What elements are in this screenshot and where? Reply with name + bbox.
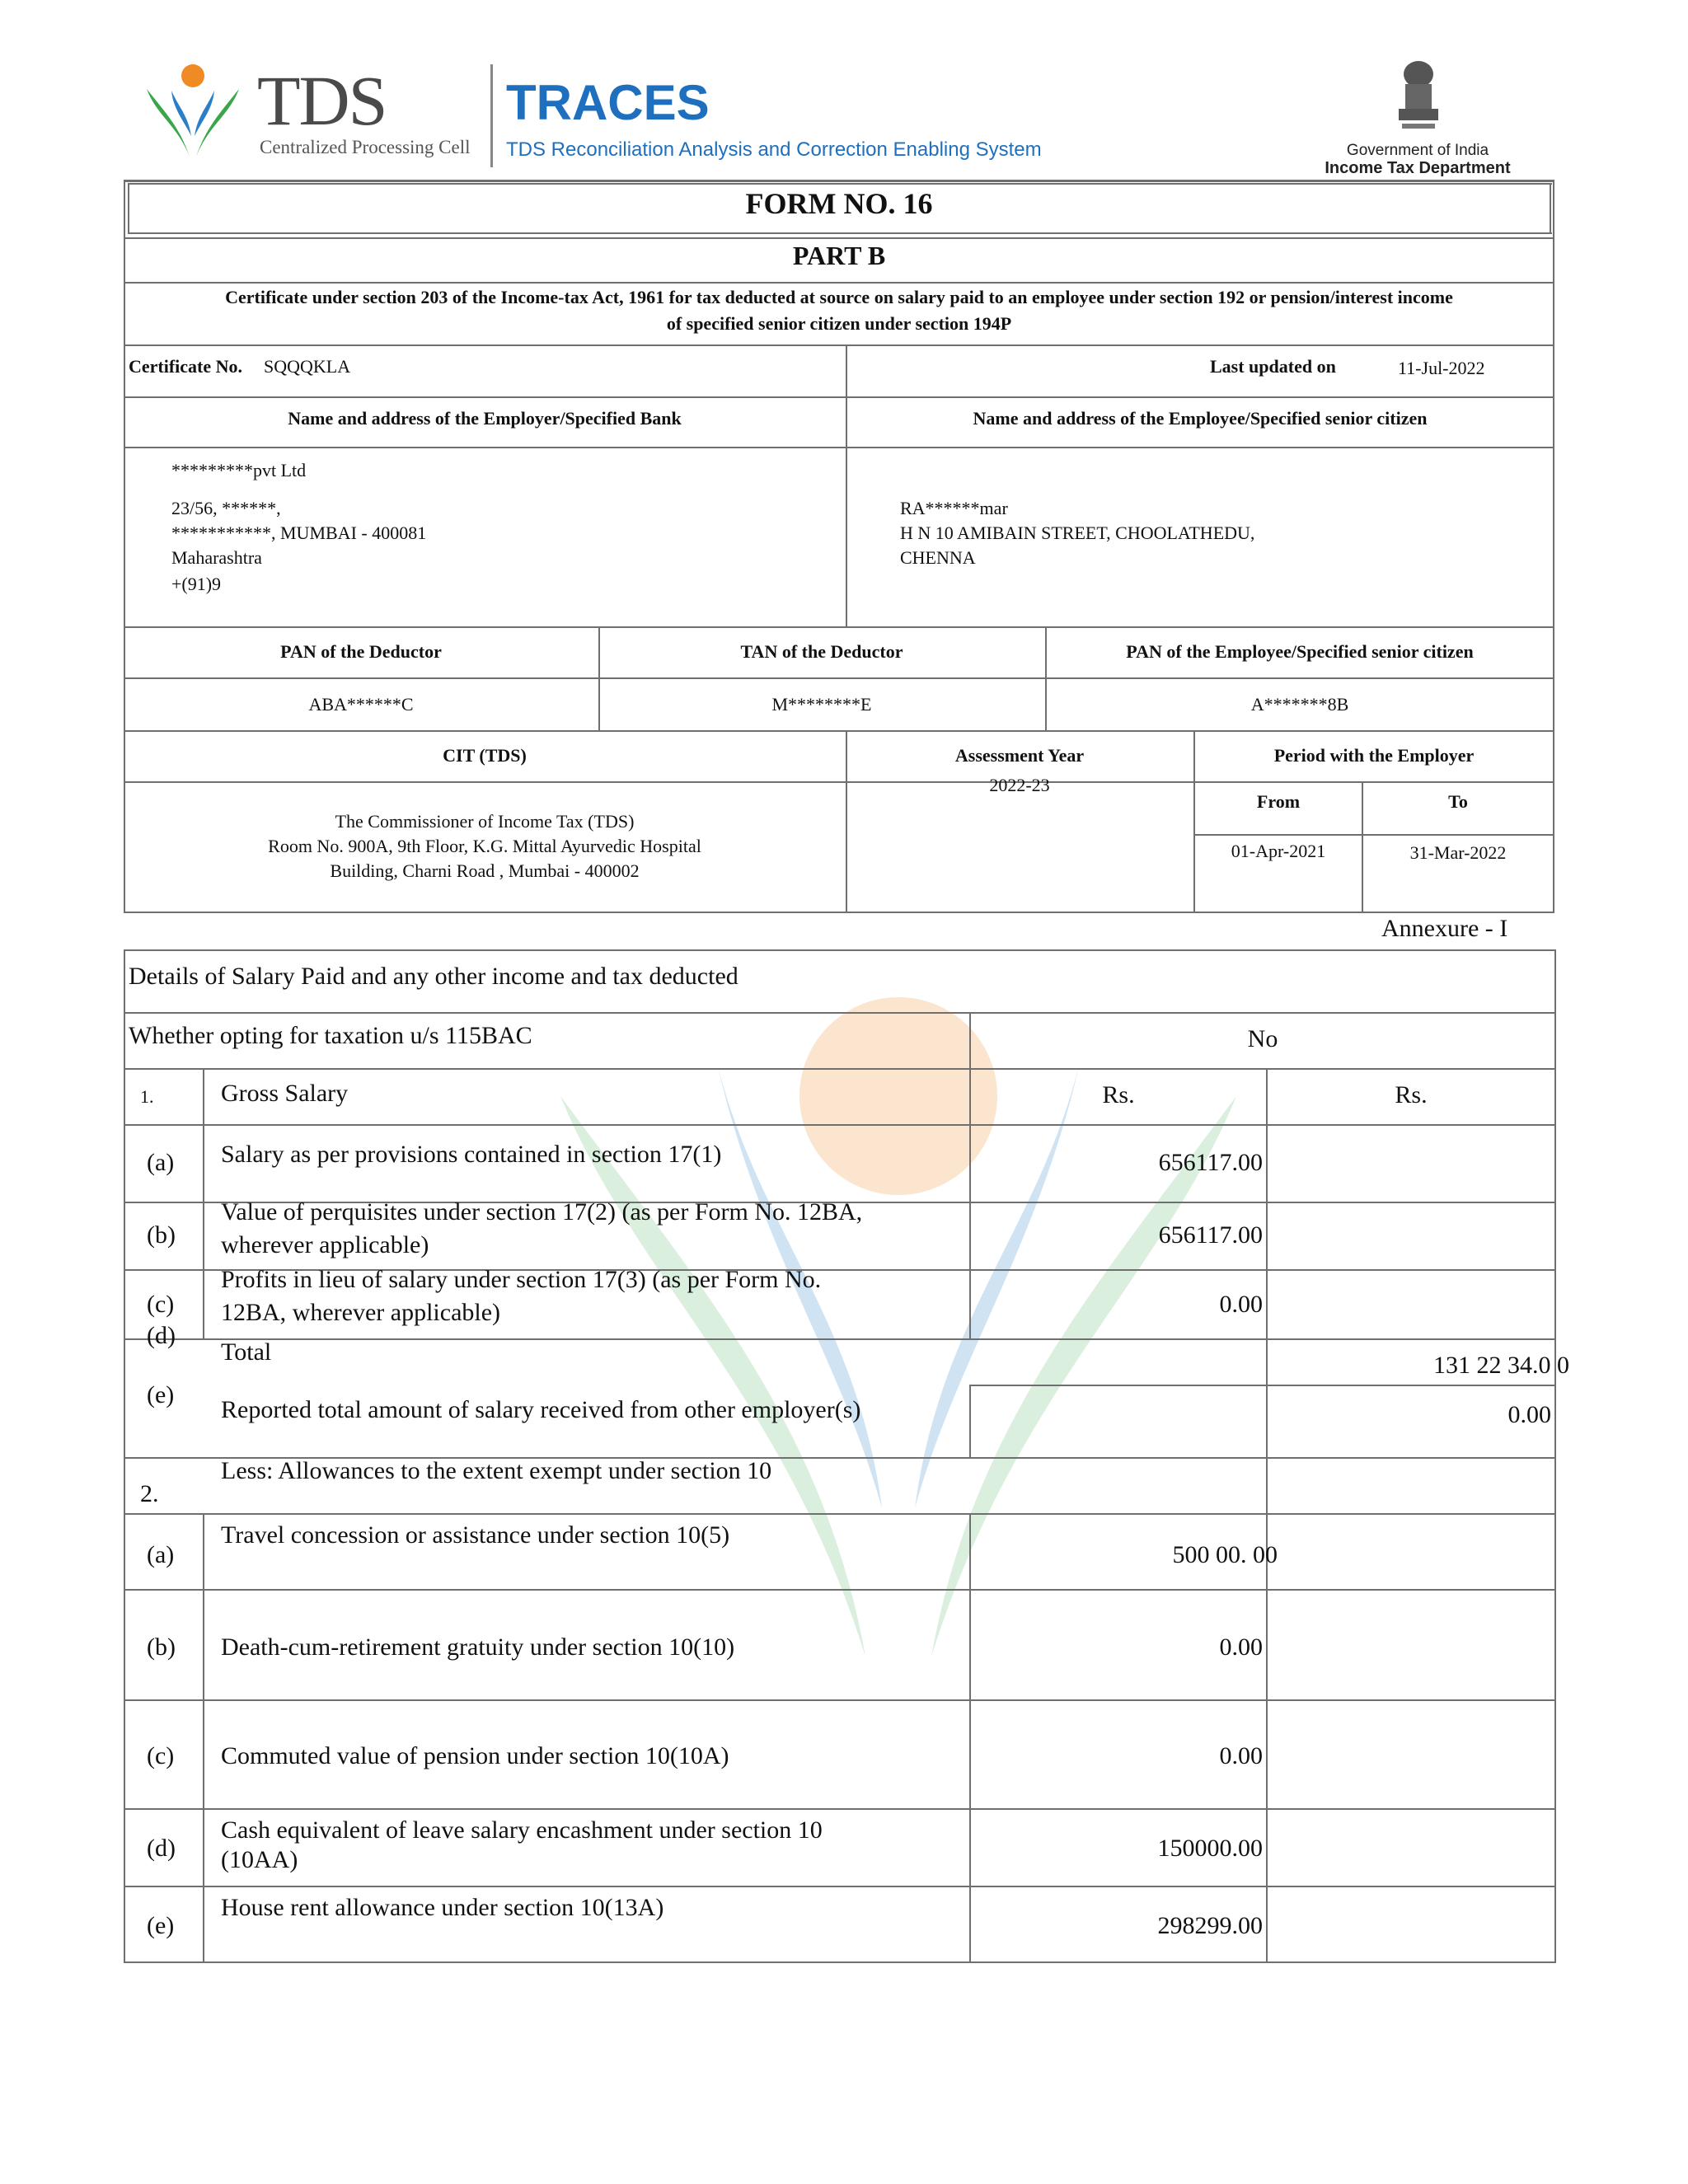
- period-from-label: From: [1256, 791, 1301, 812]
- rs-column-1: Rs.: [1102, 1081, 1135, 1108]
- row-1a-label: Salary as per provisions contained in section 17(1): [221, 1141, 722, 1168]
- row-1a-code: (a): [147, 1149, 175, 1176]
- gross-salary-title: Gross Salary: [221, 1080, 349, 1107]
- traces-subtitle: TDS Reconciliation Analysis and Correction Enabling System: [506, 138, 1042, 161]
- row-2a-value: 500 00. 00: [1172, 1541, 1278, 1568]
- assessment-year-label: Assessment Year: [954, 745, 1085, 766]
- employer-phone: +(91)9: [171, 574, 222, 594]
- income-tax-dept-label: Income Tax Department: [1325, 159, 1511, 177]
- row-2b-code: (b): [147, 1633, 176, 1661]
- opting-115bac-label: Whether opting for taxation u/s 115BAC: [129, 1022, 532, 1049]
- section2-number: 2.: [140, 1480, 159, 1507]
- row-2e-code: (e): [147, 1912, 175, 1939]
- logo-divider: [490, 64, 493, 167]
- period-to-value: 31-Mar-2022: [1409, 842, 1507, 863]
- row-1c-label-line1: Profits in lieu of salary under section 17(3) (as per Form No.: [221, 1266, 822, 1293]
- row-1c-value: 0.00: [1219, 1291, 1263, 1318]
- row-1e-value: 0.00: [1507, 1401, 1551, 1428]
- row-1e-label: Reported total amount of salary received from other employer(s): [221, 1396, 861, 1423]
- row-1b-label-line2: wherever applicable): [221, 1231, 429, 1258]
- opting-115bac-value: No: [1247, 1025, 1278, 1052]
- tds-logo-text: TDS: [257, 61, 387, 140]
- pan-deductor-label: PAN of the Deductor: [280, 641, 442, 662]
- row-2c-label: Commuted value of pension under section 10(10A): [221, 1742, 729, 1769]
- traces-title: TRACES: [506, 75, 710, 130]
- row-1c-label-line2: 12BA, wherever applicable): [221, 1299, 501, 1326]
- employee-address-line1: H N 10 AMIBAIN STREET, CHOOLATHEDU,: [900, 523, 1255, 543]
- row-1d-value: 131 22 34.0 0: [1433, 1352, 1569, 1379]
- row-1b-label-line1: Value of perquisites under section 17(2) (as per Form No. 12BA,: [221, 1198, 863, 1226]
- employee-header: Name and address of the Employee/Specified senior citizen: [973, 408, 1428, 429]
- employer-address-line1: 23/56, ******,: [171, 498, 281, 518]
- row-1b-value: 656117.00: [1158, 1221, 1263, 1249]
- row-2b-value: 0.00: [1219, 1633, 1263, 1661]
- annexure-label: Annexure - I: [1381, 915, 1508, 942]
- section1-number: 1.: [140, 1086, 154, 1107]
- employer-header: Name and address of the Employer/Specified Bank: [288, 408, 682, 429]
- tan-deductor-value: M********E: [771, 694, 872, 715]
- row-1b-code: (b): [147, 1221, 176, 1249]
- row-1a-value: 656117.00: [1158, 1149, 1263, 1176]
- last-updated-label: Last updated on: [1210, 356, 1336, 377]
- row-2a-label: Travel concession or assistance under section 10(5): [221, 1521, 730, 1549]
- row-2c-code: (c): [147, 1742, 175, 1769]
- pan-employee-label: PAN of the Employee/Specified senior citizen: [1126, 641, 1474, 662]
- tan-deductor-label: TAN of the Deductor: [740, 641, 903, 662]
- row-2d-label-line1: Cash equivalent of leave salary encashment under section 10: [221, 1816, 823, 1844]
- form-part: PART B: [792, 241, 886, 270]
- period-from-value: 01-Apr-2021: [1231, 841, 1326, 861]
- employer-state: Maharashtra: [171, 547, 262, 568]
- period-label: Period with the Employer: [1273, 745, 1475, 766]
- employer-address-line2: ***********, MUMBAI - 400081: [171, 523, 427, 543]
- row-2b-label: Death-cum-retirement gratuity under section 10(10): [221, 1633, 735, 1661]
- pan-employee-value: A*******8B: [1250, 694, 1349, 715]
- employer-name: *********pvt Ltd: [171, 460, 307, 480]
- row-2a-code: (a): [147, 1541, 175, 1568]
- certificate-description-line1: Certificate under section 203 of the Income-tax Act, 1961 for tax deducted at source on salary paid to an employee under section 192 or pension/interest income: [225, 287, 1453, 307]
- pan-deductor-value: ABA******C: [308, 694, 414, 715]
- row-1d-label: Total: [221, 1338, 272, 1366]
- national-emblem-icon: [1389, 56, 1448, 138]
- cit-address-line1: The Commissioner of Income Tax (TDS): [335, 811, 635, 832]
- last-updated-value: 11-Jul-2022: [1398, 358, 1485, 378]
- certificate-no-value: SQQQKLA: [264, 356, 351, 377]
- employee-name: RA******mar: [900, 498, 1008, 518]
- tds-logo-subtitle: Centralized Processing Cell: [260, 137, 471, 157]
- gov-india-label: Government of India: [1346, 142, 1489, 159]
- row-2d-value: 150000.00: [1157, 1835, 1263, 1862]
- row-2d-label-line2: (10AA): [221, 1846, 298, 1873]
- row-1e-code: (e): [147, 1381, 175, 1408]
- cit-label: CIT (TDS): [443, 745, 527, 766]
- row-2e-label: House rent allowance under section 10(13A): [221, 1894, 664, 1921]
- cit-address-line2: Room No. 900A, 9th Floor, K.G. Mittal Ayurvedic Hospital: [268, 836, 701, 856]
- section2-title: Less: Allowances to the extent exempt under section 10: [221, 1457, 772, 1484]
- certificate-description-line2: of specified senior citizen under section 194P: [666, 313, 1012, 334]
- rs-column-2: Rs.: [1395, 1081, 1428, 1108]
- period-to-label: To: [1448, 791, 1468, 812]
- row-2e-value: 298299.00: [1157, 1912, 1263, 1939]
- row-2d-code: (d): [147, 1835, 176, 1862]
- row-1d-code: (d): [147, 1322, 176, 1349]
- employee-address-line2: CHENNA: [900, 547, 976, 568]
- form-title: FORM NO. 16: [745, 187, 933, 220]
- details-title: Details of Salary Paid and any other income and tax deducted: [129, 963, 738, 990]
- cit-address-line3: Building, Charni Road , Mumbai - 400002: [330, 860, 640, 881]
- tds-logo-icon: [132, 58, 256, 161]
- assessment-year-value: 2022-23: [989, 775, 1050, 795]
- certificate-no-label: Certificate No.: [129, 356, 243, 377]
- row-1c-code: (c): [147, 1291, 175, 1318]
- row-2c-value: 0.00: [1219, 1742, 1263, 1769]
